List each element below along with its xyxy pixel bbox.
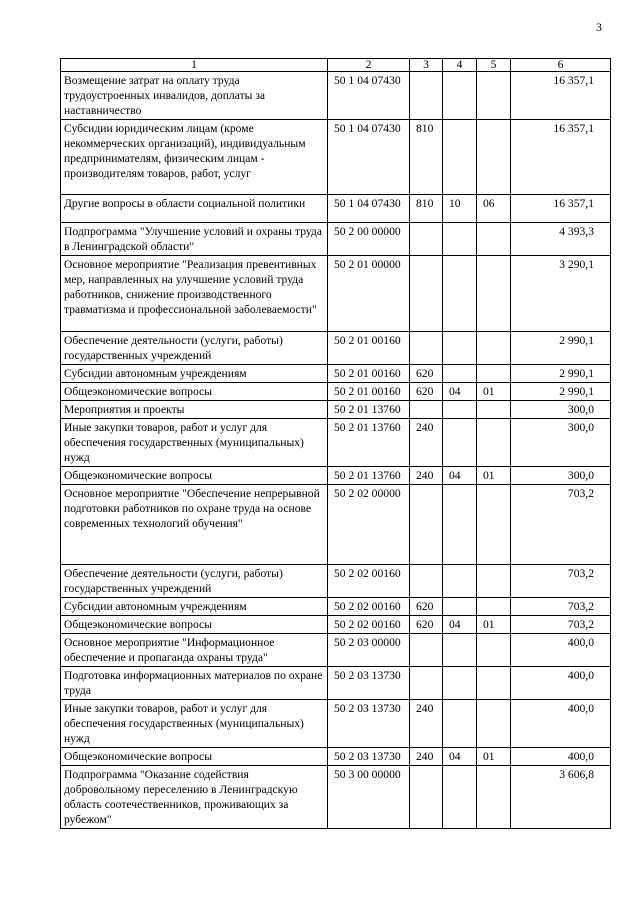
row-amount: 400,0 xyxy=(511,667,611,700)
row-col4: 04 xyxy=(443,383,477,401)
row-col4 xyxy=(443,634,477,667)
row-col3: 620 xyxy=(410,598,443,616)
row-col4 xyxy=(443,419,477,467)
row-col5 xyxy=(477,667,511,700)
row-col3: 240 xyxy=(410,700,443,748)
row-col3: 810 xyxy=(410,120,443,195)
table-row xyxy=(61,72,611,120)
row-col3: 240 xyxy=(410,467,443,485)
row-code: 50 2 03 00000 xyxy=(328,634,410,667)
row-col3 xyxy=(410,332,443,365)
row-name: Основное мероприятие "Реализация превентивных мер, направленных на улучшение условий труда работников, снижение производственного травматизма и профессиональной заболеваемости" xyxy=(61,256,328,332)
row-code: 50 1 04 07430 xyxy=(328,195,410,223)
row-amount: 2 990,1 xyxy=(511,383,611,401)
row-col4: 10 xyxy=(443,195,477,223)
row-name: Субсидии автономным учреждениям xyxy=(61,365,328,383)
row-amount: 400,0 xyxy=(511,700,611,748)
row-name: Субсидии автономным учреждениям xyxy=(61,598,328,616)
column-header-2: 2 xyxy=(328,59,410,72)
row-col5 xyxy=(477,120,511,195)
row-col4 xyxy=(443,332,477,365)
table-row xyxy=(61,419,611,467)
column-header-4: 4 xyxy=(443,59,477,72)
table-row xyxy=(61,401,611,419)
row-code: 50 2 00 00000 xyxy=(328,223,410,256)
row-col3: 620 xyxy=(410,383,443,401)
row-col4 xyxy=(443,667,477,700)
row-name: Основное мероприятие "Информационное обеспечение и пропаганда охраны труда" xyxy=(61,634,328,667)
row-name: Общеэкономические вопросы xyxy=(61,467,328,485)
row-col4 xyxy=(443,72,477,120)
row-col4 xyxy=(443,365,477,383)
column-header-5: 5 xyxy=(477,59,511,72)
row-col4: 04 xyxy=(443,467,477,485)
table-row xyxy=(61,485,611,565)
row-col4 xyxy=(443,485,477,565)
table-row xyxy=(61,467,611,485)
row-code: 50 2 01 00000 xyxy=(328,256,410,332)
row-code: 50 2 01 13760 xyxy=(328,419,410,467)
row-col5 xyxy=(477,565,511,598)
row-amount: 300,0 xyxy=(511,419,611,467)
row-col5 xyxy=(477,766,511,829)
row-code: 50 2 02 00160 xyxy=(328,598,410,616)
row-amount: 16 357,1 xyxy=(511,195,611,223)
row-col5 xyxy=(477,256,511,332)
row-col4 xyxy=(443,598,477,616)
row-name: Иные закупки товаров, работ и услуг для обеспечения государственных (муниципальных) нужд xyxy=(61,700,328,748)
row-code: 50 2 01 13760 xyxy=(328,467,410,485)
row-col5 xyxy=(477,700,511,748)
row-code: 50 2 03 13730 xyxy=(328,700,410,748)
row-code: 50 2 02 00160 xyxy=(328,616,410,634)
row-col3: 240 xyxy=(410,419,443,467)
row-col4 xyxy=(443,401,477,419)
row-amount: 400,0 xyxy=(511,634,611,667)
row-amount: 2 990,1 xyxy=(511,332,611,365)
row-col4 xyxy=(443,223,477,256)
table-row xyxy=(61,120,611,195)
table-row xyxy=(61,766,611,829)
row-col3 xyxy=(410,401,443,419)
row-name: Подпрограмма "Оказание содействия добровольному переселению в Ленинградскую область соотечественников, проживающих за рубежом" xyxy=(61,766,328,829)
row-name: Мероприятия и проекты xyxy=(61,401,328,419)
row-col3 xyxy=(410,223,443,256)
column-header-1: 1 xyxy=(61,59,328,72)
row-code: 50 2 01 13760 xyxy=(328,401,410,419)
table-row xyxy=(61,383,611,401)
row-code: 50 1 04 07430 xyxy=(328,72,410,120)
row-col3: 810 xyxy=(410,195,443,223)
budget-table xyxy=(60,58,611,829)
table-row xyxy=(61,223,611,256)
row-col4 xyxy=(443,700,477,748)
row-amount: 703,2 xyxy=(511,598,611,616)
row-col5 xyxy=(477,485,511,565)
row-col5: 01 xyxy=(477,383,511,401)
row-amount: 703,2 xyxy=(511,565,611,598)
row-name: Субсидии юридическим лицам (кроме некоммерческих организаций), индивидуальным предпринимателям, физическим лицам - производителям товаров, работ, услуг xyxy=(61,120,328,195)
row-amount: 300,0 xyxy=(511,467,611,485)
row-code: 50 2 03 13730 xyxy=(328,748,410,766)
column-header-3: 3 xyxy=(410,59,443,72)
row-amount: 3 290,1 xyxy=(511,256,611,332)
table-row xyxy=(61,565,611,598)
row-col3: 620 xyxy=(410,616,443,634)
table-header xyxy=(61,59,611,72)
row-name: Подготовка информационных материалов по охране труда xyxy=(61,667,328,700)
table-row xyxy=(61,634,611,667)
row-code: 50 3 00 00000 xyxy=(328,766,410,829)
row-col5 xyxy=(477,634,511,667)
row-name: Основное мероприятие "Обеспечение непрерывной подготовки работников по охране труда на основе современных технологий обучения" xyxy=(61,485,328,565)
table-row xyxy=(61,256,611,332)
header-row xyxy=(61,59,611,72)
row-amount: 2 990,1 xyxy=(511,365,611,383)
row-name: Общеэкономические вопросы xyxy=(61,383,328,401)
row-amount: 16 357,1 xyxy=(511,120,611,195)
row-amount: 16 357,1 xyxy=(511,72,611,120)
row-amount: 703,2 xyxy=(511,616,611,634)
row-col4 xyxy=(443,565,477,598)
row-col4: 04 xyxy=(443,616,477,634)
row-col3: 620 xyxy=(410,365,443,383)
row-name: Возмещение затрат на оплату труда трудоустроенных инвалидов, доплаты за наставничество xyxy=(61,72,328,120)
table-row xyxy=(61,598,611,616)
table-row xyxy=(61,332,611,365)
row-amount: 400,0 xyxy=(511,748,611,766)
row-col5 xyxy=(477,598,511,616)
row-col5 xyxy=(477,419,511,467)
row-col4 xyxy=(443,120,477,195)
row-col3 xyxy=(410,766,443,829)
row-col5: 01 xyxy=(477,748,511,766)
row-name: Общеэкономические вопросы xyxy=(61,616,328,634)
row-col3 xyxy=(410,667,443,700)
row-code: 50 2 01 00160 xyxy=(328,365,410,383)
row-col5 xyxy=(477,365,511,383)
table-row xyxy=(61,667,611,700)
row-col4 xyxy=(443,766,477,829)
row-name: Подпрограмма "Улучшение условий и охраны труда в Ленинградской области" xyxy=(61,223,328,256)
column-header-6: 6 xyxy=(511,59,611,72)
row-col5 xyxy=(477,72,511,120)
row-name: Обеспечение деятельности (услуги, работы) государственных учреждений xyxy=(61,565,328,598)
row-code: 50 2 02 00000 xyxy=(328,485,410,565)
row-col3: 240 xyxy=(410,748,443,766)
row-col5 xyxy=(477,223,511,256)
table-row xyxy=(61,195,611,223)
row-code: 50 2 01 00160 xyxy=(328,383,410,401)
row-amount: 3 606,8 xyxy=(511,766,611,829)
row-col5 xyxy=(477,332,511,365)
row-code: 50 2 02 00160 xyxy=(328,565,410,598)
row-col3 xyxy=(410,256,443,332)
row-name: Другие вопросы в области социальной политики xyxy=(61,195,328,223)
row-col5 xyxy=(477,401,511,419)
row-code: 50 1 04 07430 xyxy=(328,120,410,195)
row-name: Обеспечение деятельности (услуги, работы) государственных учреждений xyxy=(61,332,328,365)
row-col3 xyxy=(410,565,443,598)
table-row xyxy=(61,616,611,634)
table-row xyxy=(61,748,611,766)
row-amount: 4 393,3 xyxy=(511,223,611,256)
row-name: Иные закупки товаров, работ и услуг для обеспечения государственных (муниципальных) нужд xyxy=(61,419,328,467)
table-row xyxy=(61,700,611,748)
row-amount: 703,2 xyxy=(511,485,611,565)
row-col4: 04 xyxy=(443,748,477,766)
row-amount: 300,0 xyxy=(511,401,611,419)
row-code: 50 2 01 00160 xyxy=(328,332,410,365)
row-col4 xyxy=(443,256,477,332)
row-name: Общеэкономические вопросы xyxy=(61,748,328,766)
table-body xyxy=(61,72,611,829)
table-row xyxy=(61,365,611,383)
row-col5: 01 xyxy=(477,467,511,485)
row-col5: 06 xyxy=(477,195,511,223)
page-number: 3 xyxy=(596,20,602,34)
row-col3 xyxy=(410,485,443,565)
row-code: 50 2 03 13730 xyxy=(328,667,410,700)
row-col5: 01 xyxy=(477,616,511,634)
row-col3 xyxy=(410,72,443,120)
row-col3 xyxy=(410,634,443,667)
